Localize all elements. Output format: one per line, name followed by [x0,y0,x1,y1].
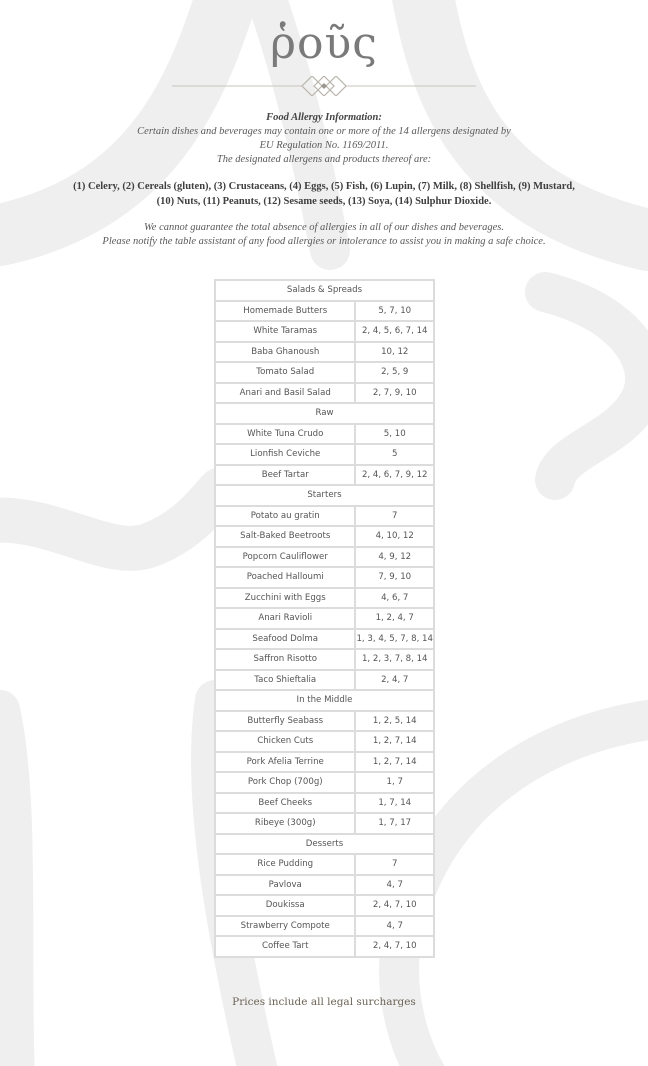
dish-name: Homemade Butters [216,302,356,323]
disclaimer-line: We cannot guarantee the total absence of allergies in all of our dishes and beverages. [144,222,504,233]
allergen-codes: 1, 2, 7, 14 [356,753,433,774]
allergen-codes: 2, 7, 9, 10 [356,384,433,405]
dish-name: Poached Halloumi [216,568,356,589]
allergen-codes: 7, 9, 10 [356,568,433,589]
section-header-row [216,486,433,507]
dish-name: Strawberry Compote [216,917,356,938]
table-row [216,917,433,938]
table-row [216,814,433,835]
allergen-codes: 2, 4, 7, 10 [372,941,417,952]
table-row [216,589,433,610]
allergy-disclaimer [30,221,618,249]
allergen-codes: 4, 6, 7 [356,589,433,610]
allergen-codes: 1, 2, 4, 7 [356,609,433,630]
footer-note: Prices include all legal surcharges [232,996,416,1008]
allergen-codes: 7 [356,507,433,528]
dish-name: Taco Shieftalia [216,671,356,692]
allergen-codes: 4, 10, 12 [356,527,433,548]
disclaimer-line: Please notify the table assistant of any food allergies or intolerance to assist you in making a safe choice. [102,236,546,247]
table-row [216,343,433,364]
dish-name: Anari and Basil Salad [216,384,356,405]
dish-name: Coffee Tart [216,937,356,956]
dish-name: Rice Pudding [216,855,356,876]
allergen-list-line: (1) Celery, (2) Cereals (gluten), (3) Crustaceans, (4) Eggs, (5) Fish, (6) Lupin, (7) Milk, (8) Shellfish, (9) Mustard, [73,181,575,192]
dish-name: Chicken Cuts [216,732,356,753]
allergen-codes: 1, 7 [356,773,433,794]
allergen-codes: 1, 2, 5, 14 [356,712,433,733]
table-row [216,609,433,630]
dish-name: Zucchini with Eggs [216,589,356,610]
allergy-intro [40,125,608,167]
allergen-codes: 2, 4, 7, 10 [356,896,433,917]
table-row [216,855,433,876]
intro-line: EU Regulation No. 1169/2011. [259,140,389,151]
dish-name: Beef Tartar [216,466,356,487]
dish-name: Pavlova [216,876,356,897]
dish-name: Salt-Baked Beetroots [216,527,356,548]
section-title: Starters [216,486,433,507]
dish-name: Tomato Salad [216,363,356,384]
allergen-codes: 2, 4, 5, 6, 7, 14 [356,322,433,343]
table-row [216,466,433,487]
table-row [216,896,433,917]
allergen-codes: 2, 4, 7 [356,671,433,692]
allergen-codes: 5, 7, 10 [356,302,433,323]
section-title: Salads & Spreads [216,281,433,302]
dish-name: White Taramas [216,322,356,343]
allergen-codes: 2, 4, 6, 7, 9, 12 [356,466,433,487]
table-row [216,712,433,733]
dish-name: Ribeye (300g) [216,814,356,835]
allergy-heading: Food Allergy Information: [266,112,382,123]
dish-name: Potato au gratin [216,507,356,528]
allergen-codes: 7 [356,855,433,876]
dish-name: Baba Ghanoush [216,343,356,364]
dish-name: Saffron Risotto [216,650,356,671]
allergen-codes: 10, 12 [356,343,433,364]
table-row [216,425,433,446]
table-row [216,445,433,466]
section-title: Desserts [216,835,433,856]
table-row [216,630,433,651]
dish-name: Anari Ravioli [216,609,356,630]
table-row [216,671,433,692]
dish-name: Popcorn Cauliflower [216,548,356,569]
dish-name: Seafood Dolma [216,630,356,651]
allergen-codes: 2, 5, 9 [356,363,433,384]
allergen-codes: 5, 10 [356,425,433,446]
table-row [216,732,433,753]
table-row [216,302,433,323]
table-row [216,876,433,897]
allergen-codes: 1, 3, 4, 5, 7, 8, 14 [356,630,433,651]
table-row [216,363,433,384]
dish-name: Pork Afelia Terrine [216,753,356,774]
allergen-codes: 1, 2, 3, 7, 8, 14 [356,650,433,671]
table-row [216,507,433,528]
allergen-list [30,180,618,209]
section-header-row [216,404,433,425]
dish-name: Beef Cheeks [216,794,356,815]
allergen-codes: 5 [356,445,433,466]
dish-name: White Tuna Crudo [216,425,356,446]
dish-name: Pork Chop (700g) [216,773,356,794]
table-row [216,527,433,548]
allergen-table [214,279,435,958]
section-title: Raw [216,404,433,425]
table-row [216,650,433,671]
table-row [216,773,433,794]
allergen-codes: 1, 7, 17 [356,814,433,835]
allergen-codes: 4, 7 [356,876,433,897]
intro-line: Certain dishes and beverages may contain one or more of the 14 allergens designated by [137,126,511,137]
section-title: In the Middle [216,691,433,712]
intro-line: The designated allergens and products thereof are: [216,154,432,165]
allergen-codes: 4, 7 [356,917,433,938]
section-header-row [216,281,433,302]
dish-name: Doukissa [216,896,356,917]
table-row [216,753,433,774]
table-row [216,794,433,815]
allergen-codes: 1, 2, 7, 14 [356,732,433,753]
section-header-row [216,835,433,856]
allergen-list-line: (10) Nuts, (11) Peanuts, (12) Sesame seeds, (13) Soya, (14) Sulphur Dioxide. [156,195,492,207]
table-row [216,548,433,569]
allergen-codes: 1, 7, 14 [356,794,433,815]
table-row [216,322,433,343]
table-row [216,384,433,405]
table-row [216,568,433,589]
divider-ornament-icon [172,76,476,96]
dish-name: Butterfly Seabass [216,712,356,733]
restaurant-logo: ῥοῦς [270,18,378,69]
table-row [216,937,433,956]
dish-name: Lionfish Ceviche [216,445,356,466]
section-header-row [216,691,433,712]
allergen-codes: 4, 9, 12 [356,548,433,569]
